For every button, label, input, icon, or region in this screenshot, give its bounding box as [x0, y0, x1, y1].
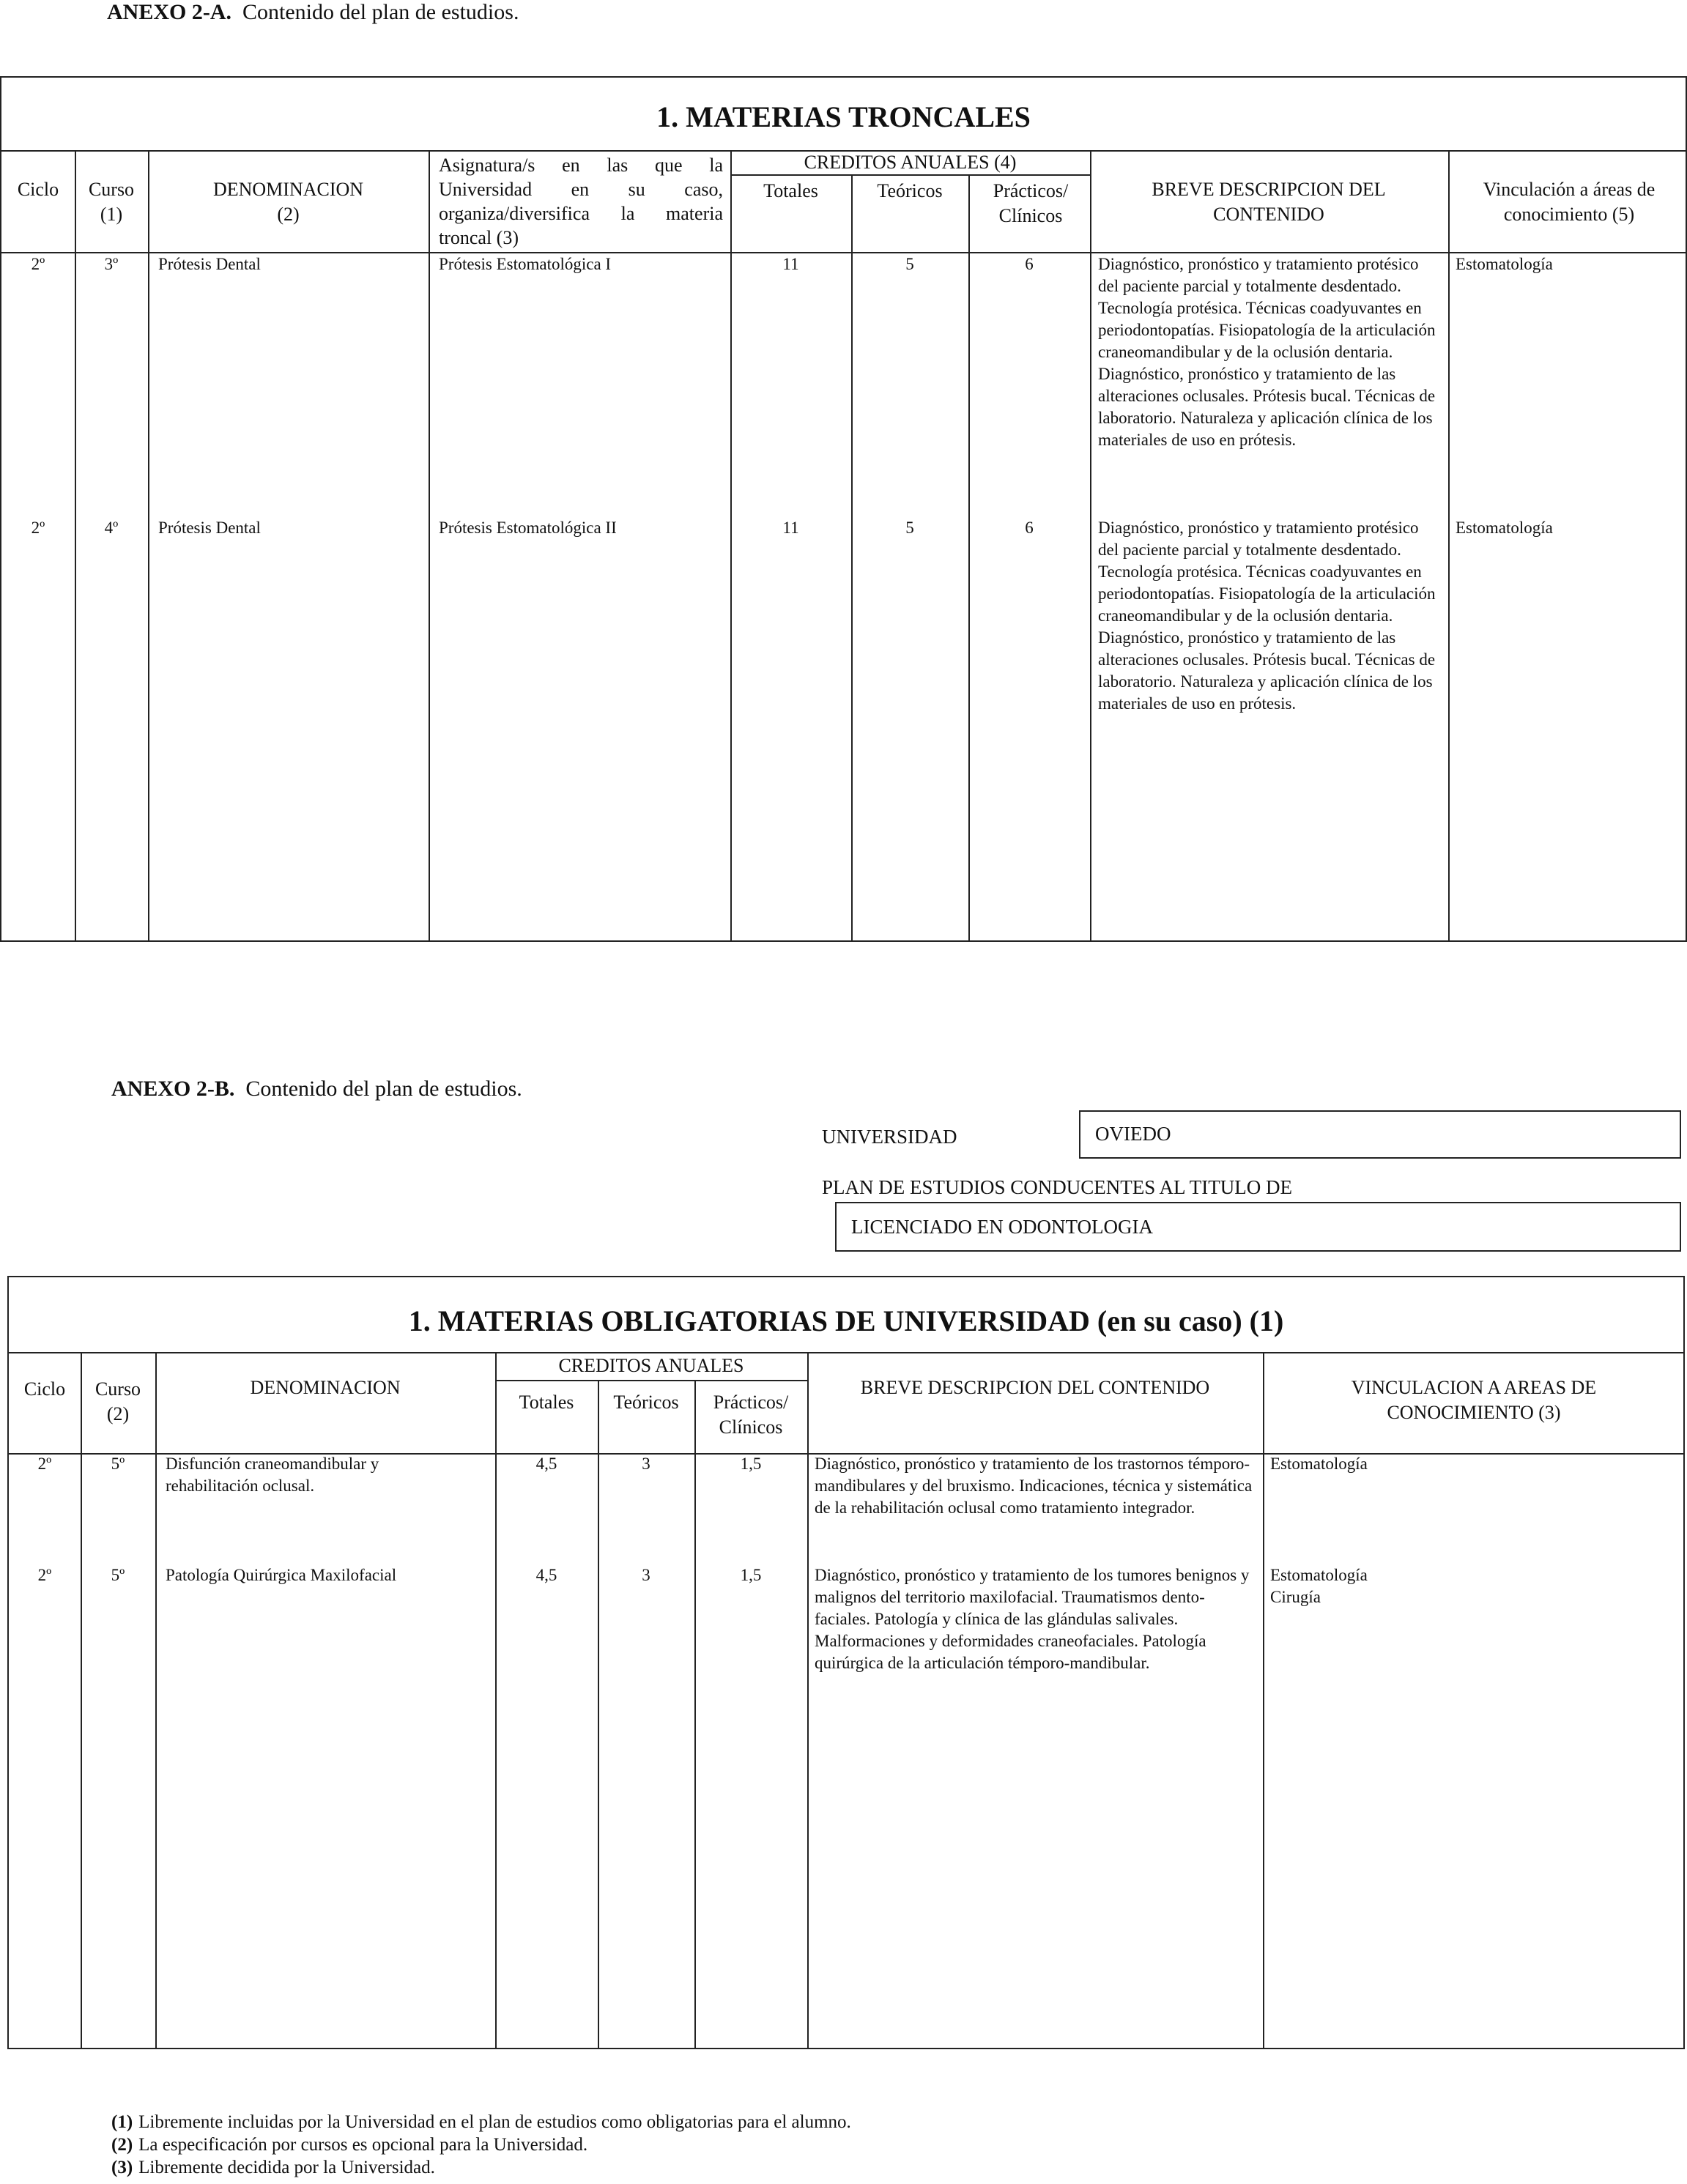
b-header-totales: Totales: [519, 1392, 574, 1413]
b-header-vinculacion: VINCULACION A AREAS DE CONOCIMIENTO (3): [1351, 1377, 1597, 1423]
footnote-2: (2) La especificación por cursos es opcional para la Universidad.: [111, 2135, 588, 2155]
b-row1-denominacion: Disfunción craneomandibular y rehabilitación oclusal.: [166, 1455, 379, 1495]
universidad-label: UNIVERSIDAD: [822, 1126, 957, 1148]
b-row1-totales: 4,5: [535, 1455, 557, 1473]
header-ciclo: Ciclo: [17, 179, 59, 200]
b-row1-practicos: 1,5: [740, 1455, 762, 1473]
header-teoricos: Teóricos: [877, 180, 943, 201]
header-denominacion-note: (2): [277, 204, 300, 225]
b-header-practicos: Prácticos/ Clínicos: [713, 1392, 789, 1438]
row2-asignatura: Prótesis Estomatológica II: [439, 519, 617, 537]
row1-descripcion: Diagnóstico, pronóstico y tratamiento protésico del paciente parcial y totalmente desdentado. Tecnología protésica. Técnicas coadyuvantes en periodontopatías. Fisiopatología de la articulación craneomandibular y de la oclusión dentaria. Diagnóstico, pronóstico y tratamiento de las alteraciones oclusales. Prótesis bucal. Técnicas de laboratorio. Naturaleza y aplicación clínica de los materiales de uso en prótesis.: [1098, 255, 1436, 449]
header-vinculacion: Vinculación a áreas de conocimiento (5): [1483, 179, 1656, 225]
b-row2-practicos: 1,5: [740, 1566, 762, 1584]
b-header-ciclo: Ciclo: [23, 1378, 66, 1400]
header-creditos: CREDITOS ANUALES (4): [804, 152, 1017, 173]
header-totales: Totales: [763, 180, 818, 201]
row1-ciclo: 2º: [31, 255, 45, 273]
b-row1-curso: 5º: [111, 1455, 125, 1473]
row1-teoricos: 5: [905, 255, 914, 273]
row2-curso: 4º: [104, 519, 119, 537]
b-row2-ciclo: 2º: [37, 1566, 52, 1584]
plan-field: LICENCIADO EN ODONTOLOGIA: [835, 1202, 1681, 1252]
row2-totales: 11: [782, 519, 799, 537]
row1-vinculacion: Estomatología: [1456, 255, 1553, 273]
b-row1-teoricos: 3: [642, 1455, 650, 1473]
b-row1-ciclo: 2º: [37, 1455, 52, 1473]
header-asignatura: Asignatura/s en las que la Universidad en su caso, organiza/diversifica la materia troncal (3): [439, 155, 723, 248]
header-denominacion: DENOMINACION: [212, 179, 364, 200]
b-header-creditos: CREDITOS ANUALES: [558, 1355, 744, 1376]
header-curso-note: (1): [100, 204, 123, 225]
row2-vinculacion: Estomatología: [1456, 519, 1553, 537]
plan-label: PLAN DE ESTUDIOS CONDUCENTES AL TITULO DE: [822, 1176, 1292, 1198]
row2-denominacion: Prótesis Dental: [158, 519, 261, 537]
row2-practicos: 6: [1025, 519, 1034, 537]
annex-a-heading: ANEXO 2-A. Contenido del plan de estudios.: [107, 0, 519, 24]
header-practicos: Prácticos/ Clínicos: [993, 180, 1069, 226]
table-troncales: [0, 76, 1687, 942]
row1-denominacion: Prótesis Dental: [158, 255, 261, 273]
table-obligatorias: [7, 1276, 1685, 2049]
row2-ciclo: 2º: [31, 519, 45, 537]
row1-curso: 3º: [104, 255, 119, 273]
row1-practicos: 6: [1025, 255, 1034, 273]
b-header-descripcion: BREVE DESCRIPCION DEL CONTENIDO: [860, 1377, 1210, 1398]
b-row2-teoricos: 3: [642, 1566, 650, 1584]
b-row2-totales: 4,5: [535, 1566, 557, 1584]
universidad-field: OVIEDO: [1079, 1110, 1681, 1159]
row1-asignatura: Prótesis Estomatológica I: [439, 255, 612, 273]
footnote-3: (3) Libremente decidida por la Universidad.: [111, 2158, 435, 2177]
table-b-title: 1. MATERIAS OBLIGATORIAS DE UNIVERSIDAD (en su caso) (1): [408, 1304, 1284, 1337]
row1-totales: 11: [782, 255, 799, 273]
row2-descripcion: Diagnóstico, pronóstico y tratamiento protésico del paciente parcial y totalmente desdentado. Tecnología protésica. Técnicas coadyuvantes en periodontopatías. Fisiopatología de la articulación craneomandibular y de la oclusión dentaria. Diagnóstico, pronóstico y tratamiento de las alteraciones oclusales. Prótesis bucal. Técnicas de laboratorio. Naturaleza y aplicación clínica de los materiales de uso en prótesis.: [1098, 519, 1436, 713]
header-descripcion: BREVE DESCRIPCION DEL CONTENIDO: [1152, 179, 1386, 225]
table-a-title: 1. MATERIAS TRONCALES: [656, 100, 1031, 133]
b-header-curso: Curso: [94, 1378, 141, 1400]
b-row2-denominacion: Patología Quirúrgica Maxilofacial: [166, 1566, 397, 1584]
row2-teoricos: 5: [905, 519, 914, 537]
b-header-teoricos: Teóricos: [613, 1392, 679, 1413]
b-header-curso-note: (2): [106, 1403, 130, 1425]
b-header-denominacion: DENOMINACION: [250, 1377, 401, 1398]
b-row2-descripcion: Diagnóstico, pronóstico y tratamiento de los tumores benignos y malignos del territorio maxilofacial. Traumatismos dento-faciales. Patología y clínica de las glándulas salivales. Malformaciones y deformidades craneofaciales. Patología quirúrgica de la articulación témporo-mandibular.: [815, 1566, 1250, 1672]
b-row1-descripcion: Diagnóstico, pronóstico y tratamiento de los trastornos témporo-mandibulares y del bruxismo. Indicaciones, técnica y sistemática de la rehabilitación oclusal como tratamiento integrador.: [815, 1455, 1253, 1517]
footnote-1: (1) Libremente incluidas por la Universidad en el plan de estudios como obligatorias para el alumno.: [111, 2112, 851, 2132]
header-curso: Curso: [88, 179, 135, 200]
b-row2-curso: 5º: [111, 1566, 125, 1584]
b-row1-vinculacion: Estomatología: [1270, 1455, 1368, 1473]
b-row2-vinculacion-2: Cirugía: [1270, 1588, 1321, 1606]
annex-b-heading: ANEXO 2-B. Contenido del plan de estudios.: [111, 1077, 522, 1101]
b-row2-vinculacion-1: Estomatología: [1270, 1566, 1368, 1584]
